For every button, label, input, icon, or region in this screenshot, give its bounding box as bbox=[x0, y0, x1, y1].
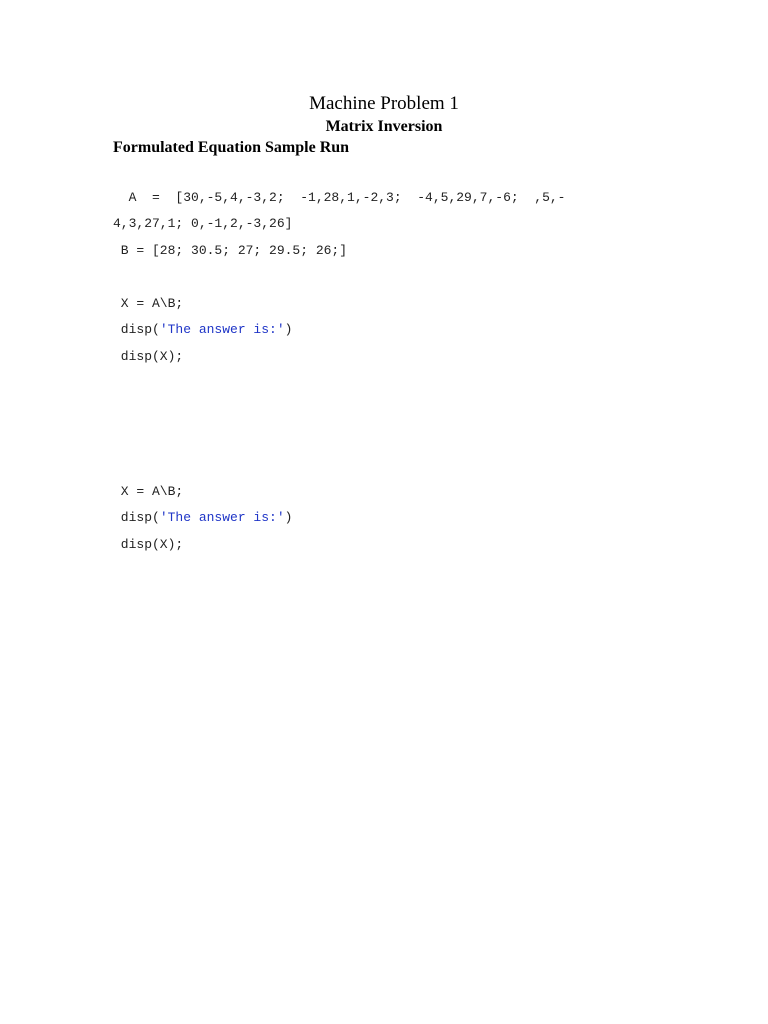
code-line-matrix-b: B = [28; 30.5; 27; 29.5; 26;] bbox=[113, 243, 348, 258]
code-disp-prefix: disp( bbox=[113, 510, 160, 525]
code-string-literal: 'The answer is:' bbox=[159, 322, 285, 337]
section-heading: Formulated Equation Sample Run bbox=[113, 139, 350, 156]
code-line-disp-x-repeat: disp(X); bbox=[113, 537, 184, 552]
code-line-solve-repeat: X = A\B; bbox=[113, 484, 184, 499]
code-line-disp-message bbox=[113, 322, 292, 338]
code-disp-suffix: ) bbox=[284, 322, 293, 337]
code-line-disp-x: disp(X); bbox=[113, 349, 184, 364]
code-string-literal: 'The answer is:' bbox=[159, 510, 285, 525]
code-disp-suffix: ) bbox=[284, 510, 293, 525]
code-disp-prefix: disp( bbox=[113, 322, 160, 337]
code-line-matrix-a-2: 4,3,27,1; 0,-1,2,-3,26] bbox=[113, 216, 293, 231]
code-line-disp-message-repeat bbox=[113, 510, 292, 526]
page-title: Machine Problem 1 bbox=[309, 93, 459, 114]
code-line-matrix-a-1: A = [30,-5,4,-3,2; -1,28,1,-2,3; -4,5,29,7,-6; ,5,- bbox=[113, 190, 566, 205]
code-line-solve: X = A\B; bbox=[113, 296, 184, 311]
page-subtitle: Matrix Inversion bbox=[325, 118, 443, 135]
